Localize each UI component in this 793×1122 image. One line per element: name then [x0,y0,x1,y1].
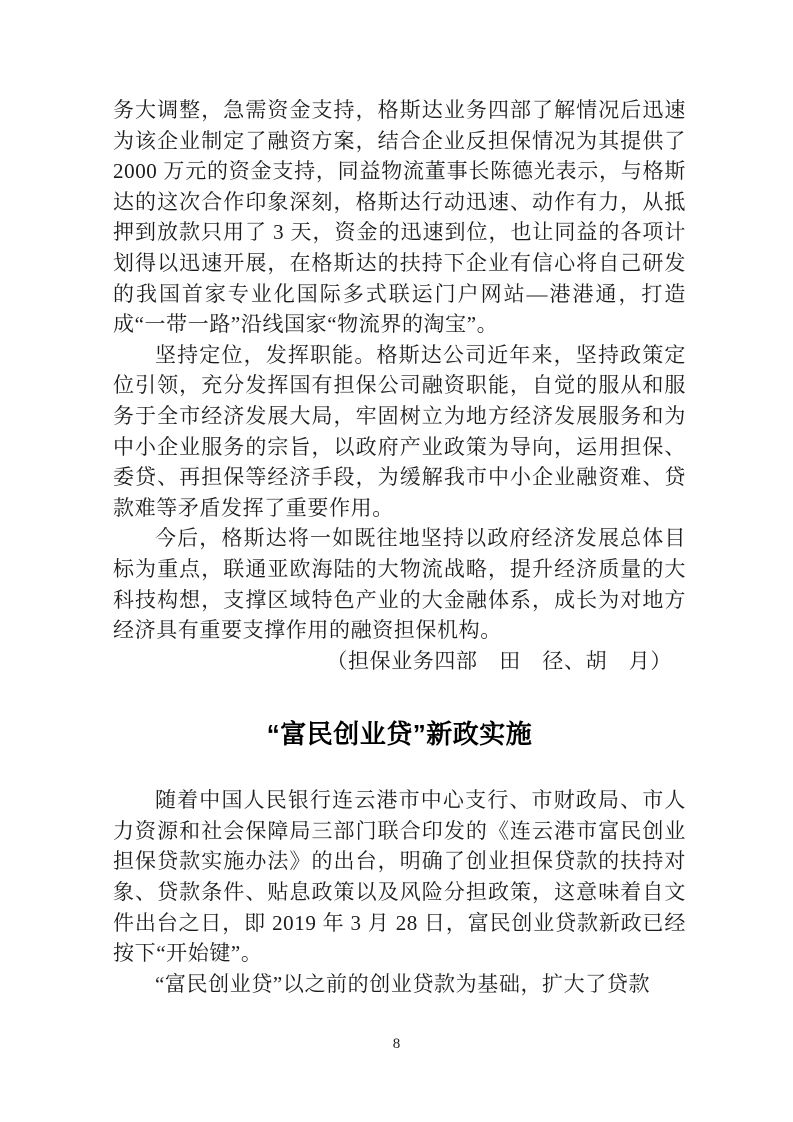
page-number: 8 [392,1036,401,1052]
paragraph: 今后，格斯达将一如既往地坚持以政府经济发展总体目标为重点，联通亚欧海陆的大物流战略，提升经济质量的大科技构想，支撑区域特色产业的大金融体系，成长为对地方经济具有重要支撑作用的融资担保机构。 [113,526,686,643]
paragraph: 随着中国人民银行连云港市中心支行、市财政局、市人力资源和社会保障局三部门联合印发的《连云港市富民创业担保贷款实施办法》的出台，明确了创业担保贷款的扶持对象、贷款条件、贴息政策以及风险分担政策，这意味着自文件出台之日，即 2019 年 3 月 28 日，富民创业贷款新政已经按下“开始键”。 [113,788,686,966]
page-content [113,95,686,999]
paragraph-continuation: 务大调整，急需资金支持，格斯达业务四部了解情况后迅速为该企业制定了融资方案，结合企业反担保情况为其提供了2000 万元的资金支持，同益物流董事长陈德光表示，与格斯达的这次合作印象深刻，格斯达行动迅速、动作有力，从抵押到放款只用了 3 天，资金的迅速到位，也让同益的各项计划得以迅速开展，在格斯达的扶持下企业有信心将自己研发的我国首家专业化国际多式联运门户网站—港港通，打造成“一带一路”沿线国家“物流界的淘宝”。 [113,98,686,337]
paragraph: 坚持定位，发挥职能。格斯达公司近年来，坚持政策定位引领，充分发挥国有担保公司融资职能，自觉的服从和服务于全市经济发展大局，牢固树立为地方经济发展服务和为中小企业服务的宗旨，以政府产业政策为导向，运用担保、委贷、再担保等经济手段，为缓解我市中小企业融资难、贷款难等矛盾发挥了重要作用。 [113,342,686,520]
paragraph: “富民创业贷”以之前的创业贷款为基础，扩大了贷款 [155,971,651,996]
article-title: “富民创业贷”新政实施 [266,719,533,750]
byline: （担保业务四部 田 径、胡 月） [326,648,672,673]
